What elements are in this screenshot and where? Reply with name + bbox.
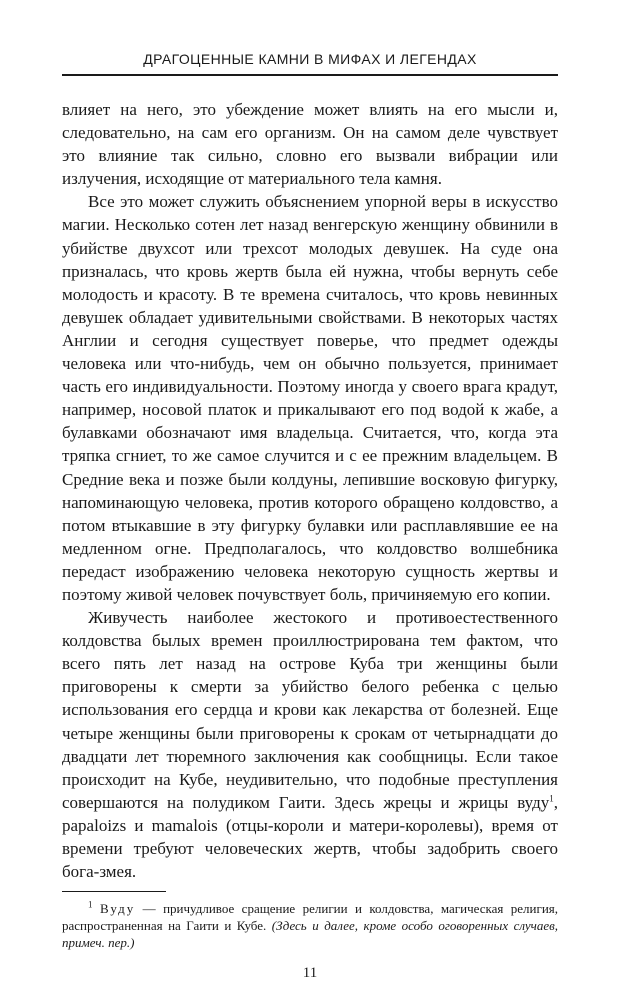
footnote-rule bbox=[62, 891, 166, 892]
footnote bbox=[62, 900, 558, 951]
header-rule bbox=[62, 74, 558, 76]
paragraph-2: Все это может служить объяснением упорной веры в искусство магии. Несколько сотен лет назад венгерскую женщину обвинили в убийстве двухсот или трехсот молодых девушек. На суде она призналась, что кровь жертв была ей нужна, чтобы вернуть себе молодость и красоту. В те времена считалось, что кровь невинных девушек обладает удивительными свойствами. В некоторых частях Англии и сегодня существует поверье, что предмет одежды человека или что-нибудь, чем он обычно пользуется, принимает часть его индивидуальности. Поэтому иногда у своего врага крадут, например, носовой платок и прикалывают его под водой к жабе, а булавками обозначают имя владельца. Считается, что, когда эта тряпка сгниет, то же самое случится и с ее прежним владельцем. В Средние века и позже были колдуны, лепившие восковую фигурку, напоминающую человека, против которого обращено колдовство, а потом втыкавшие в эту фигурку булавки или расплавлявшие ее на медленном огне. Предполагалось, что колдовство волшебника передаст изображению человека некоторую сущность жертвы и поэтому живой человек почувствует боль, причиняемую его копии. bbox=[62, 192, 558, 604]
footnote-translator-note: (Здесь и далее, кроме особо оговоренных случаев, примеч. пер.) bbox=[62, 918, 558, 951]
page-number: 11 bbox=[302, 965, 318, 982]
footnote-mark: 1 bbox=[88, 899, 93, 910]
paragraph-3 bbox=[62, 606, 558, 883]
main-text bbox=[62, 98, 558, 883]
book-page bbox=[62, 48, 558, 982]
footnote-term: Вуду bbox=[99, 901, 136, 917]
paragraph-3-text-b: , papaloizs и mamalois (отцы-короли и матери-королевы), время от времени требуют человеческих жертв, чтобы задобрить своего бога-змея. bbox=[62, 792, 558, 882]
footnote-reference: 1 bbox=[549, 793, 554, 804]
paragraph-1: влияет на него, это убеждение может влиять на его мысли и, следовательно, на сам его организм. Он на самом деле чувствует это влияние так сильно, словно его вызвали вибрации или излучения, исходящие от материального тела камня. bbox=[62, 100, 558, 189]
footnote-text: — причудливое сращение религии и колдовства, магическая религия, распространенная на Гаити и Кубе. bbox=[62, 901, 559, 934]
paragraph-3-text-a: Живучесть наиболее жестокого и противоестественного колдовства былых времен проиллюстрирована тем фактом, что всего пять лет назад на острове Куба три женщины были приговорены к смерти за убийство белого ребенка с целью использования его сердца и крови как лекарства от болезней. Еще четыре женщины были приговорены к срокам от четырнадцати до двадцати лет тюремного заключения как сообщницы. Если такое происходит на Кубе, неудивительно, что подобные преступления совершаются на полудиком Гаити. Здесь жрецы и жрицы вуду bbox=[62, 608, 558, 812]
running-head: ДРАГОЦЕННЫЕ КАМНИ В МИФАХ И ЛЕГЕНДАХ bbox=[143, 51, 477, 67]
